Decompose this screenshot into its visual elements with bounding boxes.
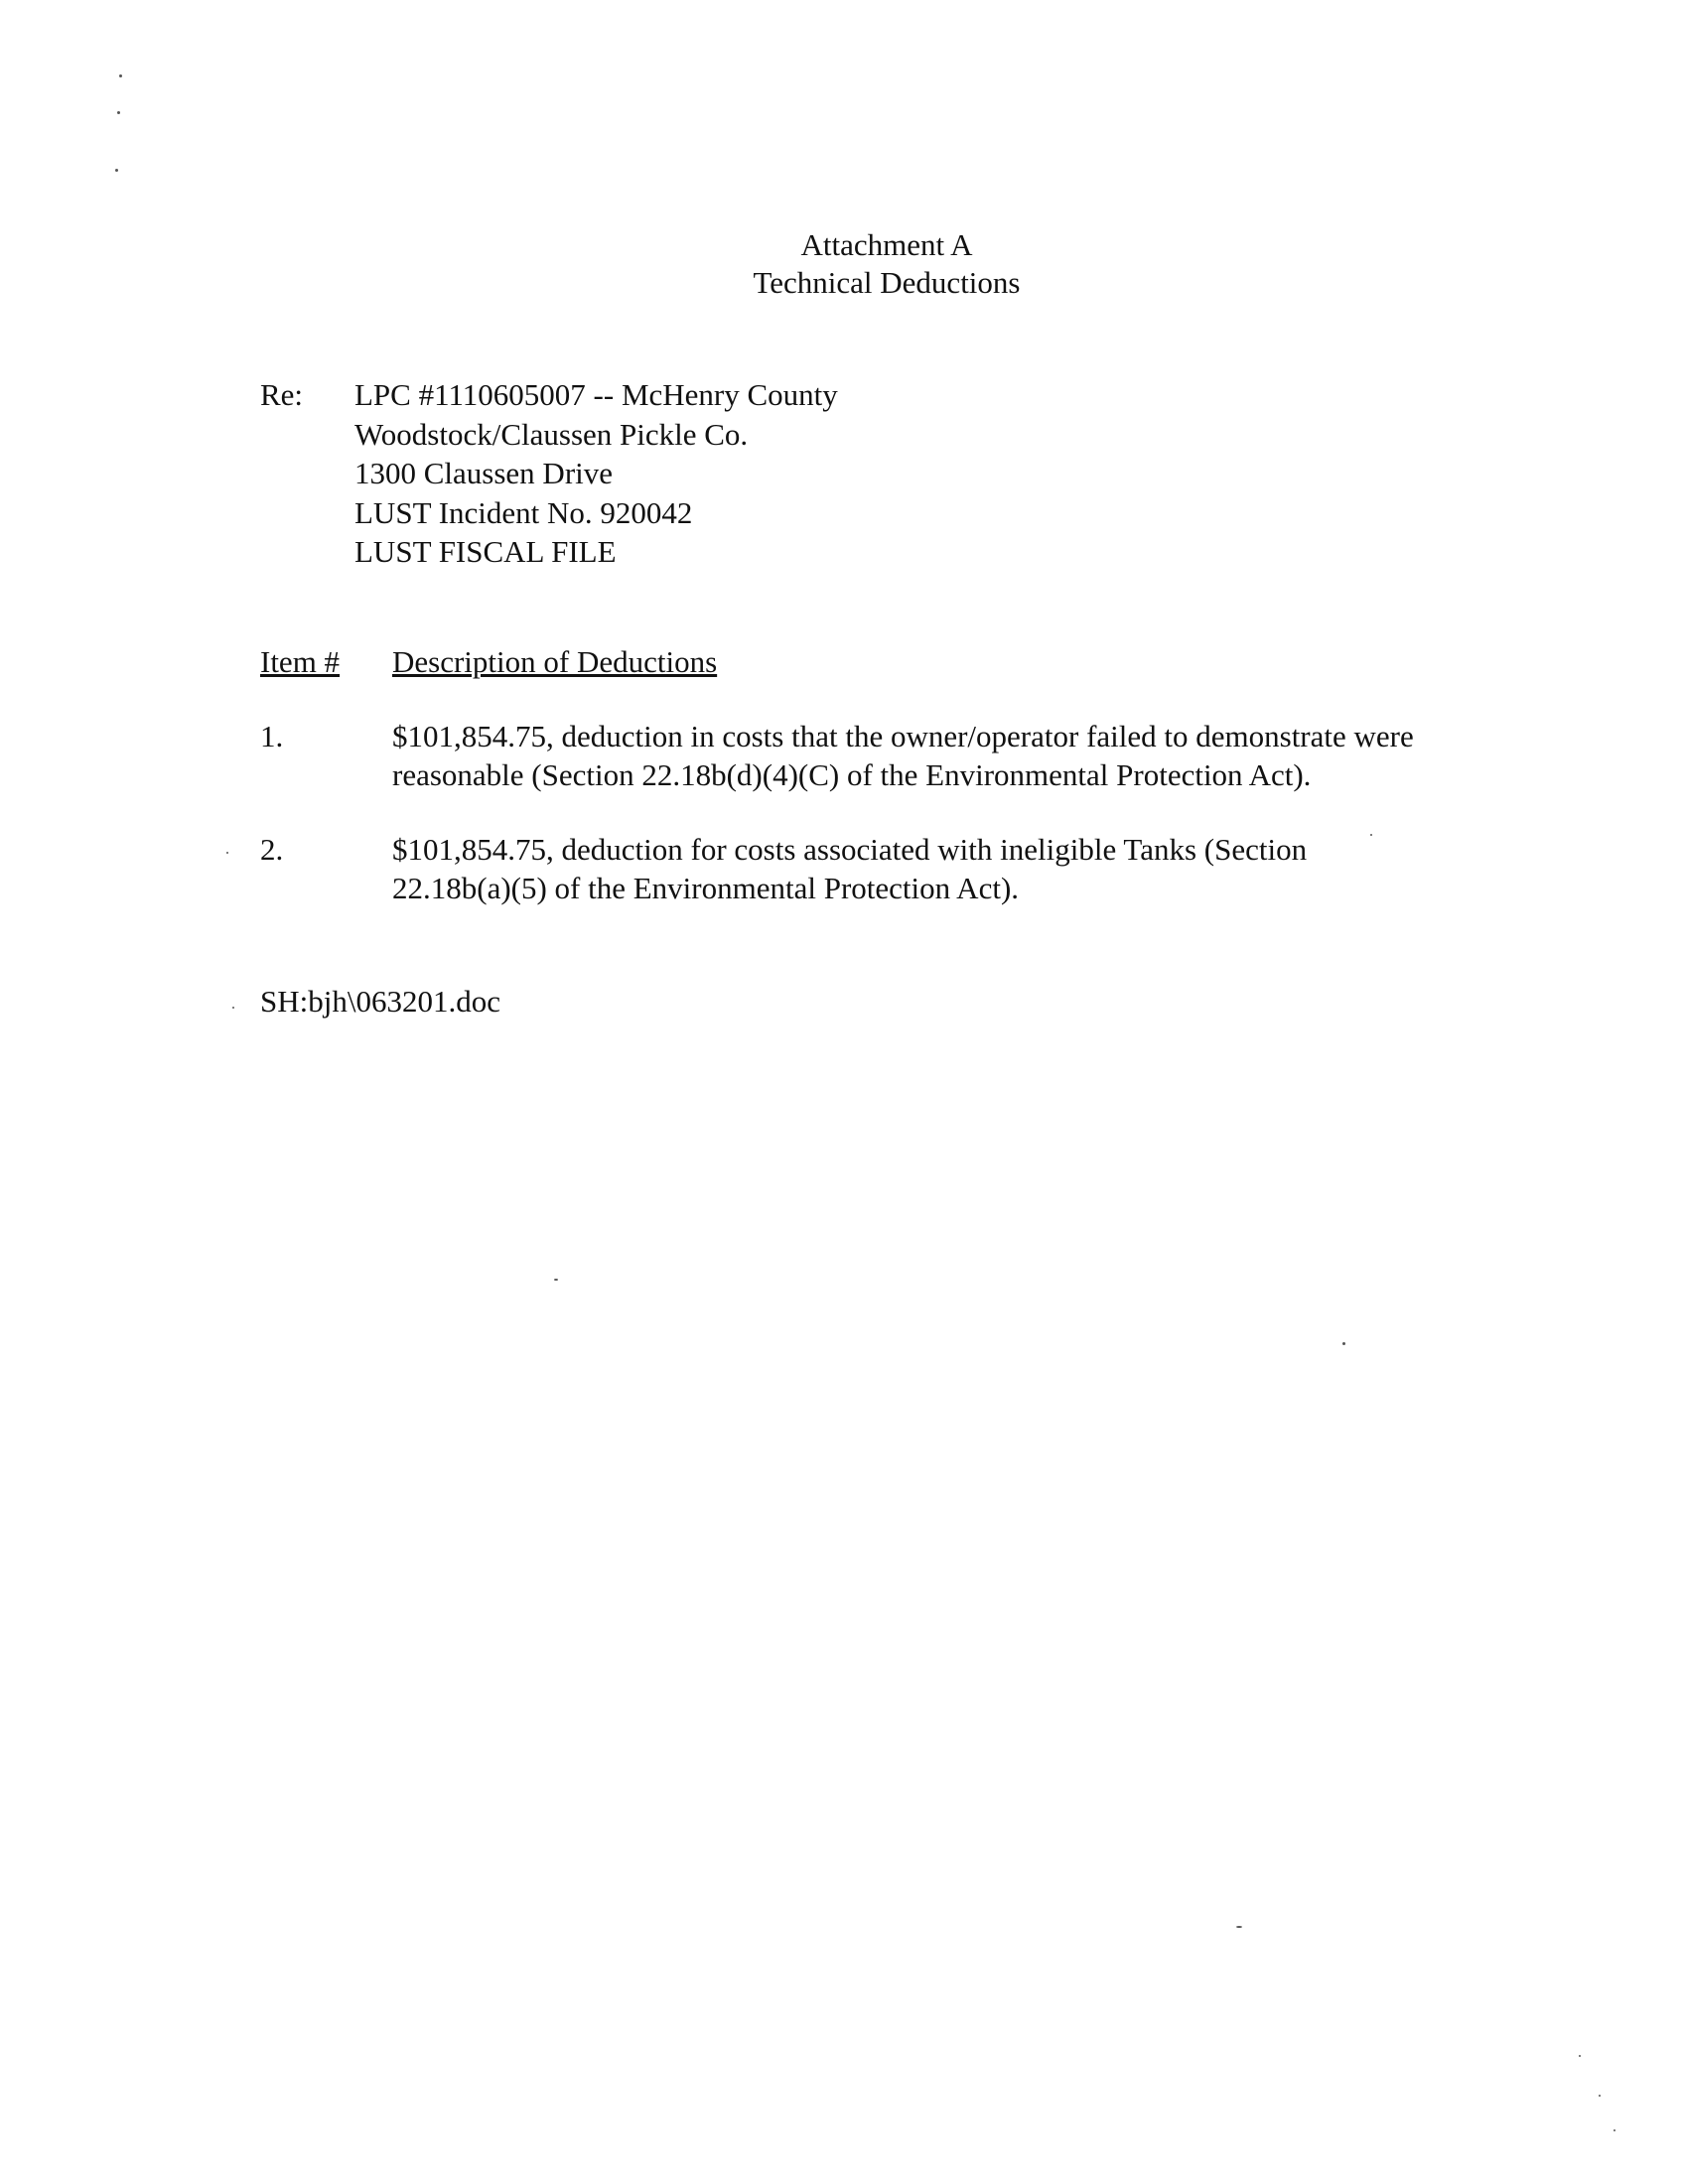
scan-speck: [554, 1279, 558, 1281]
scan-speck: [1236, 1926, 1242, 1928]
item-description-line: 22.18b(a)(5) of the Environmental Protection Act).: [392, 871, 1020, 905]
item-description-line: $101,854.75, deduction in costs that the owner/operator failed to demonstrate were: [392, 719, 1414, 753]
scan-speck: [1614, 2129, 1615, 2131]
re-label: Re:: [260, 377, 304, 412]
scan-speck: [117, 111, 120, 114]
column-header-description: Description of Deductions: [392, 644, 718, 679]
scan-speck: [1342, 1342, 1345, 1345]
scan-speck: [119, 74, 122, 77]
scan-speck: [232, 1007, 234, 1009]
column-header-item: Item #: [260, 644, 341, 679]
re-lines: [354, 375, 838, 572]
attachment-title: Attachment A: [800, 227, 973, 262]
re-line-file: LUST FISCAL FILE: [354, 534, 617, 569]
scan-speck: [1579, 2055, 1581, 2057]
attachment-subtitle: Technical Deductions: [753, 265, 1021, 300]
item-description: [392, 830, 1564, 907]
file-reference: SH:bjh\063201.doc: [260, 984, 500, 1019]
item-number: 1.: [260, 719, 284, 753]
scan-speck: [115, 169, 118, 172]
item-description-line: $101,854.75, deduction for costs associated with ineligible Tanks (Section: [392, 832, 1308, 867]
item-number: 2.: [260, 832, 284, 867]
item-description-line: reasonable (Section 22.18b(d)(4)(C) of the Environmental Protection Act).: [392, 757, 1312, 792]
item-description: [392, 717, 1564, 794]
re-line-incident: LUST Incident No. 920042: [354, 494, 693, 530]
document-title: [0, 226, 1684, 302]
re-line-address: 1300 Claussen Drive: [354, 456, 614, 490]
scan-speck: [226, 852, 228, 854]
re-line-company: Woodstock/Claussen Pickle Co.: [354, 416, 749, 452]
scan-speck: [1599, 2095, 1601, 2097]
re-line-lpc: LPC #1110605007 -- McHenry County: [354, 377, 838, 412]
scan-speck: [1370, 834, 1372, 836]
